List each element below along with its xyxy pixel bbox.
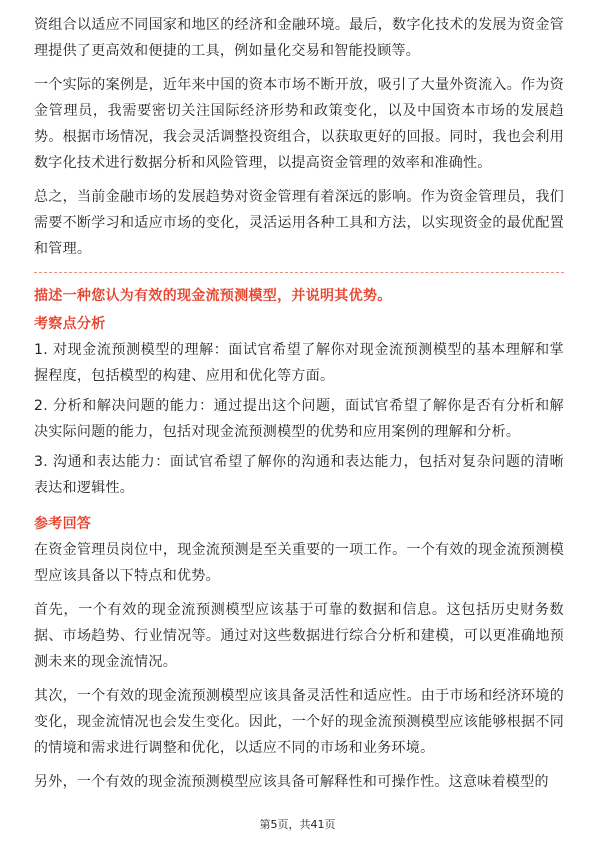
analysis-heading: 考察点分析 xyxy=(34,316,106,332)
page-content xyxy=(34,12,564,803)
answer-heading: 参考回答 xyxy=(34,516,92,532)
analysis-item: 2. 分析和解决问题的能力：通过提出这个问题，面试官希望了解你是否有分析和解决实际问题的能力，包括对现金流预测模型的优势和应用案例的理解和分析。 xyxy=(34,398,564,440)
intro-paragraph: 总之，当前金融市场的发展趋势对资金管理有着深远的影响。作为资金管理员，我们需要不断学习和适应市场的变化，灵活运用各种工具和方法，以实现资金的最优配置和管理。 xyxy=(34,189,564,257)
answer-paragraph: 在资金管理员岗位中，现金流预测是至关重要的一项工作。一个有效的现金流预测模型应该具备以下特点和优势。 xyxy=(34,542,564,584)
intro-paragraph: 资组合以适应不同国家和地区的经济和金融环境。最后，数字化技术的发展为资金管理提供了更高效和便捷的工具，例如量化交易和智能投顾等。 xyxy=(34,17,564,59)
answer-paragraph: 其次，一个有效的现金流预测模型应该具备灵活性和适应性。由于市场和经济环境的变化，现金流情况也会发生变化。因此，一个好的现金流预测模型应该能够根据不同的情境和需求进行调整和优化，以适应不同的市场和业务环境。 xyxy=(34,688,564,756)
analysis-item: 3. 沟通和表达能力：面试官希望了解你的沟通和表达能力，包括对复杂问题的清晰表达和逻辑性。 xyxy=(34,454,564,496)
answer-paragraph: 另外，一个有效的现金流预测模型应该具备可解释性和可操作性。这意味着模型的 xyxy=(34,774,549,790)
section-divider xyxy=(34,272,564,273)
question-title: 描述一种您认为有效的现金流预测模型，并说明其优势。 xyxy=(34,288,392,304)
answer-paragraph: 首先，一个有效的现金流预测模型应该基于可靠的数据和信息。这包括历史财务数据、市场趋势、行业情况等。通过对这些数据进行综合分析和建模，可以更准确地预测未来的现金流情况。 xyxy=(34,602,564,670)
page-number: 第5页，共41页 xyxy=(259,818,336,831)
intro-paragraph: 一个实际的案例是，近年来中国的资本市场不断开放，吸引了大量外资流入。作为资金管理员，我需要密切关注国际经济形势和政策变化，以及中国资本市场的发展趋势。根据市场情况，我会灵活调整投资组合，以获取更好的回报。同时，我也会利用数字化技术进行数据分析和风险管理，以提高资金管理的效率和准确性。 xyxy=(34,77,564,171)
analysis-item: 1. 对现金流预测模型的理解：面试官希望了解你对现金流预测模型的基本理解和掌握程度，包括模型的构建、应用和优化等方面。 xyxy=(34,342,564,384)
